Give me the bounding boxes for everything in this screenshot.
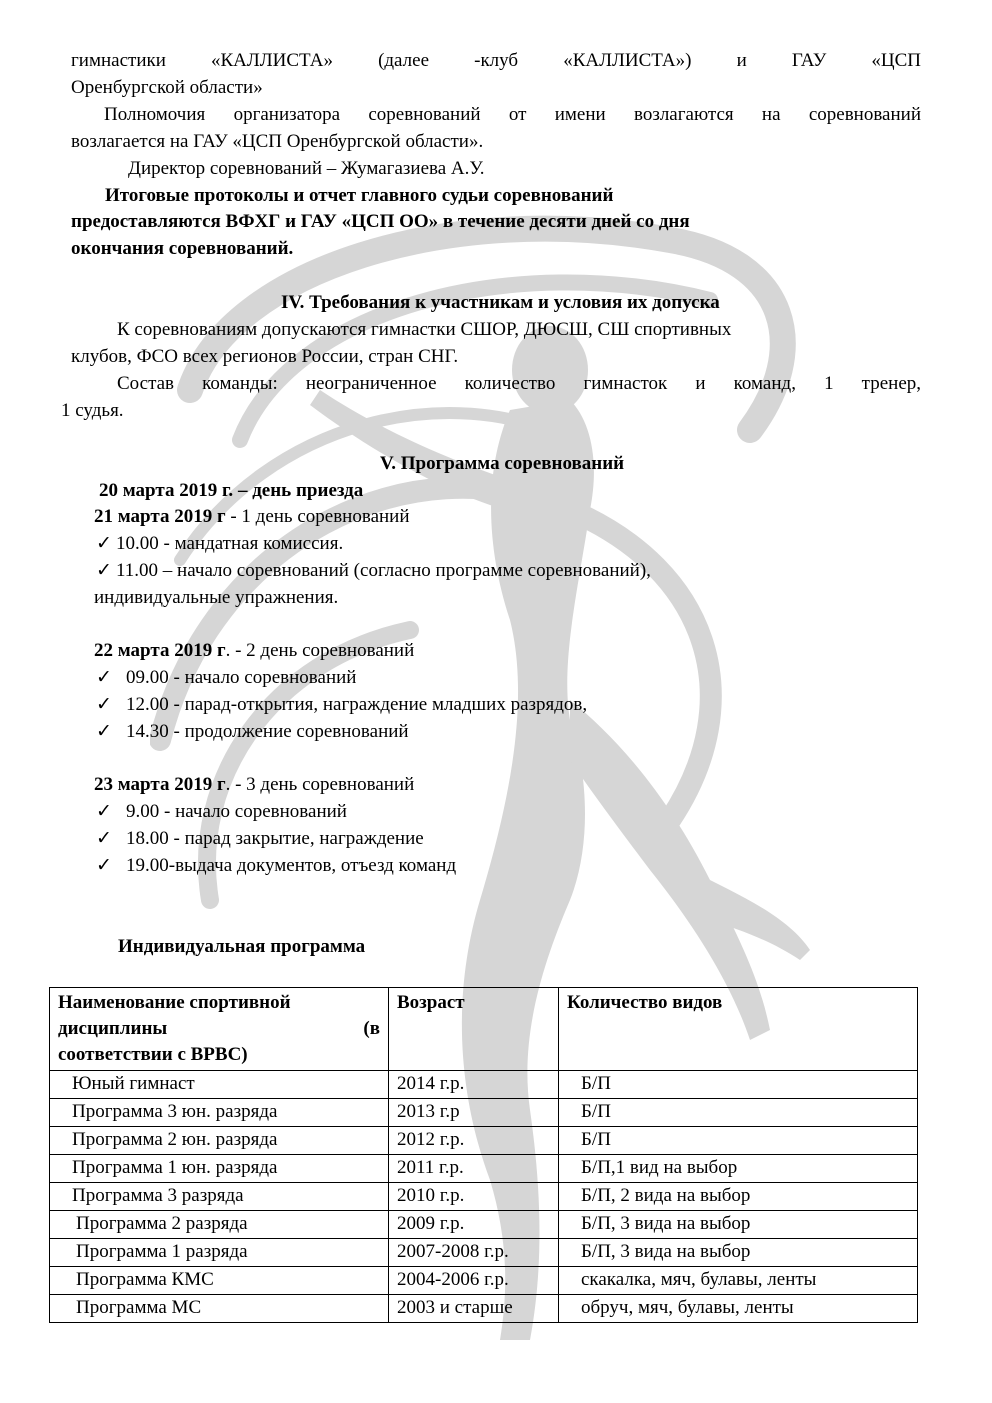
count-cell: скакалка, мяч, булавы, ленты bbox=[559, 1267, 918, 1295]
count-cell: Б/П,1 вид на выбор bbox=[559, 1155, 918, 1183]
authority-line-2: возлагается на ГАУ «ЦСП Оренбургской области». bbox=[71, 131, 484, 152]
check-icon: ✓ bbox=[96, 828, 112, 849]
discipline-header bbox=[50, 988, 389, 1071]
age-cell: 2003 и старше bbox=[389, 1295, 559, 1323]
discipline-cell: Программа КМС bbox=[50, 1267, 389, 1295]
count-cell: обруч, мяч, булавы, ленты bbox=[559, 1295, 918, 1323]
discipline-cell: Программа 2 юн. разряда bbox=[50, 1127, 389, 1155]
admission-line-2: клубов, ФСО всех регионов России, стран СНГ. bbox=[71, 346, 459, 367]
count-cell: Б/П bbox=[559, 1071, 918, 1099]
discipline-cell: Программа 2 разряда bbox=[50, 1211, 389, 1239]
check-icon: ✓ bbox=[96, 694, 112, 715]
admission-line-1: К соревнованиям допускаются гимнастки СШОР, ДЮСШ, СШ спортивных bbox=[117, 319, 732, 340]
table-row bbox=[50, 1295, 918, 1323]
intro-line-2: Оренбургской области» bbox=[71, 77, 263, 98]
director-line: Директор соревнований – Жумагазиева А.У. bbox=[128, 158, 485, 179]
individual-program-table bbox=[49, 987, 918, 1323]
schedule-item-text: 11.00 – начало соревнований (согласно программе соревнований), bbox=[116, 560, 651, 581]
day-1-item bbox=[96, 558, 651, 584]
header-text-row bbox=[58, 1016, 380, 1042]
table-header-row bbox=[50, 988, 918, 1071]
age-cell: 2004-2006 г.р. bbox=[389, 1267, 559, 1295]
day-3-date: 23 марта 2019 г bbox=[94, 774, 226, 795]
day-3-item bbox=[96, 799, 347, 825]
discipline-cell: Программа 1 юн. разряда bbox=[50, 1155, 389, 1183]
day-3-rest: . - 3 день соревнований bbox=[225, 774, 415, 795]
table-row bbox=[50, 1239, 918, 1267]
day-0-line bbox=[99, 478, 363, 504]
age-cell: 2009 г.р. bbox=[389, 1211, 559, 1239]
check-icon: ✓ bbox=[96, 801, 112, 822]
intro-word: «КАЛЛИСТА») bbox=[563, 50, 692, 71]
protocols-line-2: предоставляются ВФХГ и ГАУ «ЦСП ОО» в течение десяти дней со дня bbox=[71, 211, 690, 232]
day-2-item bbox=[96, 692, 587, 718]
table-row bbox=[50, 1183, 918, 1211]
discipline-cell: Программа 3 юн. разряда bbox=[50, 1099, 389, 1127]
authority-line-1: Полномочия организатора соревнований от имени возлагаются на соревнований bbox=[104, 104, 921, 125]
count-cell: Б/П, 3 вида на выбор bbox=[559, 1211, 918, 1239]
age-cell: 2011 г.р. bbox=[389, 1155, 559, 1183]
day-1-line bbox=[94, 504, 410, 530]
check-icon: ✓ bbox=[96, 560, 112, 581]
intro-word: -клуб bbox=[474, 50, 519, 71]
age-cell: 2013 г.р bbox=[389, 1099, 559, 1127]
discipline-cell: Программа 3 разряда bbox=[50, 1183, 389, 1211]
schedule-item-text: 10.00 - мандатная комиссия. bbox=[116, 533, 344, 554]
team-line-1: Состав команды: неограниченное количество гимнасток и команд, 1 тренер, bbox=[117, 373, 921, 394]
day-0-date: 20 марта 2019 г. bbox=[99, 480, 234, 501]
table-row bbox=[50, 1155, 918, 1183]
intro-word: «ЦСП bbox=[871, 50, 922, 71]
count-cell: Б/П bbox=[559, 1099, 918, 1127]
day-1-continuation: индивидуальные упражнения. bbox=[94, 587, 339, 608]
age-cell: 2012 г.р. bbox=[389, 1127, 559, 1155]
header-text: (в bbox=[363, 1018, 380, 1039]
schedule-item-text: 09.00 - начало соревнований bbox=[126, 667, 357, 688]
header-text: соответствии с ВРВС) bbox=[58, 1044, 248, 1065]
day-2-date: 22 марта 2019 г bbox=[94, 640, 226, 661]
day-3-item bbox=[96, 826, 424, 852]
individual-program-heading: Индивидуальная программа bbox=[118, 936, 366, 957]
day-1-rest: - 1 день соревнований bbox=[225, 506, 410, 527]
schedule-item-text: 12.00 - парад-открытия, награждение младших разрядов, bbox=[126, 694, 588, 715]
day-2-rest: . - 2 день соревнований bbox=[225, 640, 415, 661]
day-2-item bbox=[96, 719, 409, 745]
discipline-cell: Программа МС bbox=[50, 1295, 389, 1323]
check-icon: ✓ bbox=[96, 721, 112, 742]
count-cell: Б/П bbox=[559, 1127, 918, 1155]
section-4-title: IV. Требования к участникам и условия их допуска bbox=[281, 292, 720, 313]
table-row bbox=[50, 1267, 918, 1295]
discipline-cell: Юный гимнаст bbox=[50, 1071, 389, 1099]
intro-word: «КАЛЛИСТА» bbox=[211, 50, 333, 71]
count-header: Количество видов bbox=[559, 988, 918, 1071]
intro-word: гимнастики bbox=[71, 50, 166, 71]
schedule-item-text: 9.00 - начало соревнований bbox=[126, 801, 347, 822]
protocols-line-1: Итоговые протоколы и отчет главного судьи соревнований bbox=[105, 185, 614, 206]
day-1-item bbox=[96, 531, 343, 557]
day-2-line bbox=[94, 638, 414, 664]
intro-word: (далее bbox=[378, 50, 430, 71]
schedule-item-text: 18.00 - парад закрытие, награждение bbox=[126, 828, 424, 849]
protocols-line-3: окончания соревнований. bbox=[71, 238, 294, 259]
age-header: Возраст bbox=[389, 988, 559, 1071]
intro-word: и bbox=[736, 50, 747, 71]
header-text: Наименование спортивной bbox=[58, 992, 291, 1013]
discipline-cell: Программа 1 разряда bbox=[50, 1239, 389, 1267]
age-cell: 2014 г.р. bbox=[389, 1071, 559, 1099]
age-cell: 2010 г.р. bbox=[389, 1183, 559, 1211]
intro-word: ГАУ bbox=[791, 50, 827, 71]
day-3-item bbox=[96, 853, 456, 879]
check-icon: ✓ bbox=[96, 855, 112, 876]
schedule-item-text: 14.30 - продолжение соревнований bbox=[126, 721, 409, 742]
count-cell: Б/П, 2 вида на выбор bbox=[559, 1183, 918, 1211]
header-text: дисциплины bbox=[58, 1018, 168, 1039]
section-5-title: V. Программа соревнований bbox=[380, 453, 625, 474]
day-3-line bbox=[94, 772, 414, 798]
table-row bbox=[50, 1099, 918, 1127]
age-cell: 2007-2008 г.р. bbox=[389, 1239, 559, 1267]
day-2-item bbox=[96, 665, 356, 691]
check-icon: ✓ bbox=[96, 667, 112, 688]
table-row bbox=[50, 1127, 918, 1155]
day-1-date: 21 марта 2019 г bbox=[94, 506, 226, 527]
day-0-rest: – день приезда bbox=[233, 480, 364, 501]
count-cell: Б/П, 3 вида на выбор bbox=[559, 1239, 918, 1267]
intro-line-1 bbox=[71, 48, 921, 74]
team-line-2: 1 судья. bbox=[61, 400, 124, 421]
schedule-item-text: 19.00-выдача документов, отъезд команд bbox=[126, 855, 457, 876]
table-row bbox=[50, 1211, 918, 1239]
table-row bbox=[50, 1071, 918, 1099]
check-icon: ✓ bbox=[96, 533, 112, 554]
